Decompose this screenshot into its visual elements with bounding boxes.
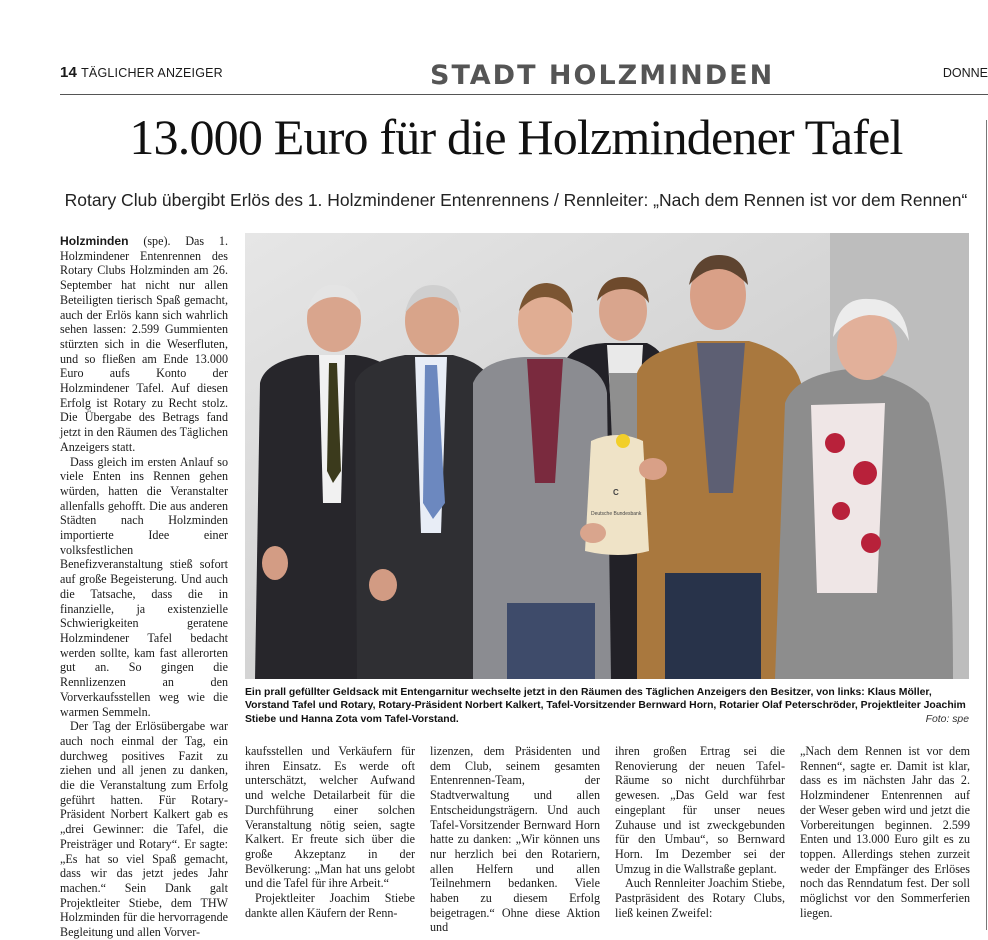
article-paragraph: lizenzen, dem Präsidenten und dem Club, seinem gesamten Entenrennen-Team, der Stadtverwaltung und allen Entscheidungsträgern. Und auch Tafel-Vorsitzender Bernward Horn hatte zu danken: „Wir können uns nur herzlich bei den Rotariern, allen Helfern und allen Teilnehmern bedanken. Viele haben zu diesem Erfolg beigetragen.“ Ohne diese Aktion und	[430, 744, 600, 935]
column-divider	[986, 120, 987, 930]
article-column-5	[800, 744, 970, 920]
bag-letter: C	[613, 488, 619, 497]
photo-credit: Foto: spe	[925, 714, 969, 725]
subheadline: Rotary Club übergibt Erlös des 1. Holzmindener Entenrennens / Rennleiter: „Nach dem Rennen ist vor dem Rennen“	[64, 190, 968, 210]
article-paragraph: Projektleiter Joachim Stiebe dankte allen Käufern der Renn-	[245, 891, 415, 920]
article-column-4	[615, 744, 785, 920]
article-paragraph: Auch Rennleiter Joachim Stiebe, Pastpräsident des Rotary Clubs, ließ keinen Zweifel:	[615, 876, 785, 920]
article-photo	[245, 233, 969, 679]
page-folio	[60, 64, 223, 81]
headline: 13.000 Euro für die Holzmindener Tafel	[129, 109, 903, 165]
article-paragraph: Dass gleich im ersten Anlauf so viele Enten ins Rennen gehen würden, hatten die Veranstalter allenfalls gehofft. Die aus anderen Städten nach Holzminden importierte Idee einer volksfestlichen Benefizveranstaltung stieß sofort auf große Begeisterung. Und auch die Tatsache, dass die in finanzielle, ja existenzielle Schwierigkeiten geratene Holzmindener Tafel bedacht werden sollte, kam fast allerorten gut an. So gingen die Rennlizenzen an den Vorverkaufsstellen weg wie die warmen Semmeln.	[60, 454, 228, 719]
section-title: STADT HOLZMINDEN	[430, 60, 775, 91]
dateline: Holzminden	[60, 234, 129, 248]
page-header	[60, 60, 988, 95]
photo-caption: Ein prall gefüllter Geldsack mit Entengarnitur wechselte jetzt in den Räumen des Täglichen Anzeigers den Besitzer, von links: Klaus Möller, Vorstand Tafel und Rotary, Rotary-Präsident Norbert Kalkert, Tafel-Vorsitzender Bernward Horn, Rotarier Olaf Peterschröder, Projektleiter Joachim Stiebe und Hanna Zota vom Tafel-Vorstand.	[245, 687, 966, 725]
article-paragraph: ihren großen Ertrag sei die Renovierung der neuen Tafel-Räume so nicht durchführbar gewesen. „Das Geld war fest eingeplant für unser neues Zuhause und ist zweckgebunden für den Umbau“, so Bernward Horn. Im Dezember sei der Umzug in die Wallstraße geplant.	[615, 744, 785, 876]
article-column-1	[60, 234, 228, 940]
article-column-2	[245, 744, 415, 920]
header-date: DONNE	[942, 66, 988, 80]
bag-label: Deutsche Bundesbank	[591, 511, 642, 517]
article-column-3	[430, 744, 600, 935]
article-paragraph: kaufsstellen und Verkäufern für ihren Einsatz. Es werde oft unterschätzt, welcher Aufwand und welche Detailarbeit für die Durchführung einer solchen Veranstaltung nötig seien, sagte Kalkert. Er freute sich über die große Akzeptanz in der Bevölkerung: „Man hat uns gelobt und die Tafel für ihre Arbeit.“	[245, 744, 415, 891]
lead-text: (spe). Das 1. Holzmindener Entenrennen des Rotary Clubs Holzminden am 26. September hat nicht nur allen Beteiligten tierisch Spaß gemacht, auch der Erlös kann sich wahrlich sehen lassen: 2.599 Gummienten stürzten sich in die Weserfluten, und so fließen am Ende 13.000 Euro aufs Konto der Holzmindener Tafel. Auf diesen Erfolg ist Rotary zu Recht stolz. Die Übergabe des Betrags fand jetzt in den Räumen des Täglichen Anzeigers statt.	[60, 234, 228, 454]
page-number: 14	[60, 64, 78, 81]
publication-name: TÄGLICHER ANZEIGER	[81, 66, 223, 80]
article-paragraph: Der Tag der Erlösübergabe war auch noch einmal der Tag, ein durchweg positives Fazit zu ziehen und all jenen zu danken, die die Veranstaltung zum Erfolg geführt hatten. Für Rotary-Präsident Norbert Kalkert gab es „drei Gewinner: die Tafel, die Preisträger und Rotary“. Er sagte: „Es hat so viel Spaß gemacht, dass wir das jetzt jedes Jahr machen.“ Sein Dank galt Projektleiter Stiebe, dem THW Holzminden für die hervorragende Begleitung und allen Vorver-	[60, 719, 228, 940]
article-paragraph: „Nach dem Rennen ist vor dem Rennen“, sagte er. Damit ist klar, dass es im nächsten Jahr das 2. Holzmindener Entenrennen auf der Weser geben wird und jetzt die Vorbereitungen beginnen. 2.599 Enten und 13.000 Euro gilt es zu toppen. Allerdings stehen zurzeit weder der Empfänger des Erlöses noch das Renndatum fest. Der soll möglichst vor den Sommerferien liegen.	[800, 744, 970, 920]
photo-illustration	[245, 233, 969, 679]
article-paragraph	[60, 234, 228, 455]
